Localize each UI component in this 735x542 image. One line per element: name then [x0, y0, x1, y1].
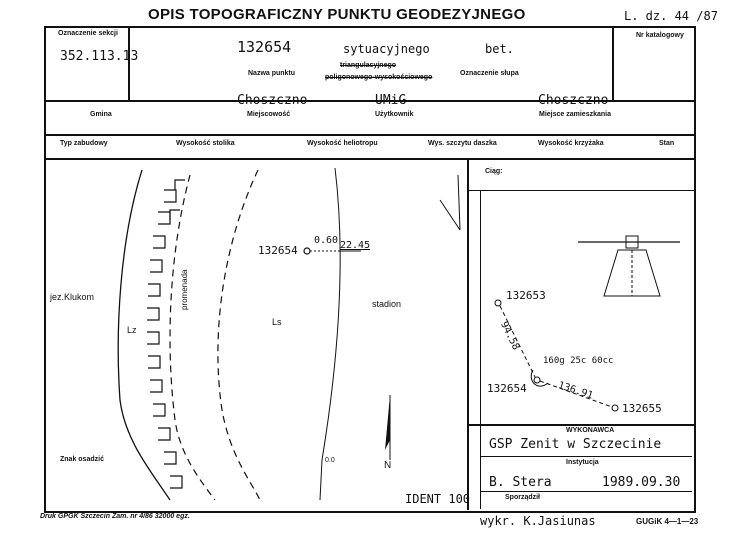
instytucja-label: Instytucja — [566, 459, 599, 466]
reviewer-value: wykr. K.Jasiunas — [480, 514, 596, 528]
sketch-point-number: 132654 — [258, 244, 298, 257]
row3-label: Wysokość krzyżaka — [538, 140, 604, 147]
point-name-option: poligonowego-wysokościowego — [325, 74, 433, 81]
residence-value: Choszczno — [538, 93, 609, 108]
sketch-distance: 0.60 — [314, 235, 339, 246]
divider — [480, 491, 692, 492]
row3-label: Wysokość stolika — [176, 140, 235, 147]
form-title: OPIS TOPOGRAFICZNY PUNKTU GEODEZYJNEGO — [148, 6, 526, 23]
traverse-angle: 160g 25c 60cc — [543, 356, 614, 366]
pillar-value: bet. — [485, 42, 514, 56]
traverse-distance-1: 94.58 — [498, 320, 522, 352]
promenade-label: promenada — [180, 269, 189, 310]
traverse-distance-2: 136.91 — [556, 380, 595, 402]
ls-label: Ls — [272, 317, 282, 327]
lake-label: jez.Klukom — [50, 292, 95, 302]
row3-label: Typ zabudowy — [60, 140, 108, 147]
residence-label: Miejsce zamieszkania — [539, 111, 611, 118]
sporzadzil-label: Sporządził — [505, 494, 541, 501]
company-value: GSP Zenit w Szczecinie — [489, 437, 662, 452]
locality-label: Miejscowość — [247, 111, 291, 118]
form-code: GUGiK 4—1—23 — [636, 517, 699, 526]
lz-label: Lz — [127, 325, 137, 335]
traverse-point-2: 132654 — [487, 382, 527, 395]
pillar-label: Oznaczenie słupa — [460, 70, 519, 77]
north-label: N — [384, 460, 392, 471]
point-name-option: triangulacyjnego — [340, 62, 397, 69]
print-info: Druk GPGK Szczecin Zam. nr 4/86 32000 egz. — [40, 513, 190, 520]
reference-number: L. dz. 44 /87 — [624, 9, 718, 23]
section-value: 352.113.13 — [60, 49, 139, 64]
stadium-label: stadion — [372, 299, 402, 309]
point-name-label: Nazwa punktu — [248, 70, 296, 77]
user-label: Użytkownik — [375, 111, 414, 118]
point-number: 132654 — [237, 38, 292, 56]
sketch-height: 22.45 — [340, 240, 371, 251]
row3-label: Wysokość heliotropu — [307, 140, 378, 147]
section-label: Oznaczenie sekcji — [58, 30, 118, 37]
traverse-point-3: 132655 — [622, 402, 662, 415]
ident-label: IDENT 100 — [405, 492, 471, 506]
small-value: 0.0 — [325, 457, 335, 464]
border-sign-label: Znak osadzić — [60, 456, 104, 463]
gmina-value: Choszczno — [237, 93, 308, 108]
gmina-label: Gmina — [90, 111, 112, 118]
divider — [480, 456, 692, 457]
date-value: 1989.09.30 — [602, 475, 681, 490]
user-value: UMiG — [375, 93, 407, 108]
row3-label: Stan — [659, 140, 675, 147]
author-value: B. Stera — [489, 475, 552, 490]
wykonawca-label: WYKONAWCA — [566, 427, 615, 434]
row3-label: Wys. szczytu daszka — [428, 140, 497, 147]
catalog-label: Nr katalogowy — [636, 32, 684, 39]
point-name: sytuacyjnego — [343, 42, 430, 56]
traverse-point-1: 132653 — [506, 289, 546, 302]
ciag-label: Ciąg: — [485, 168, 503, 175]
